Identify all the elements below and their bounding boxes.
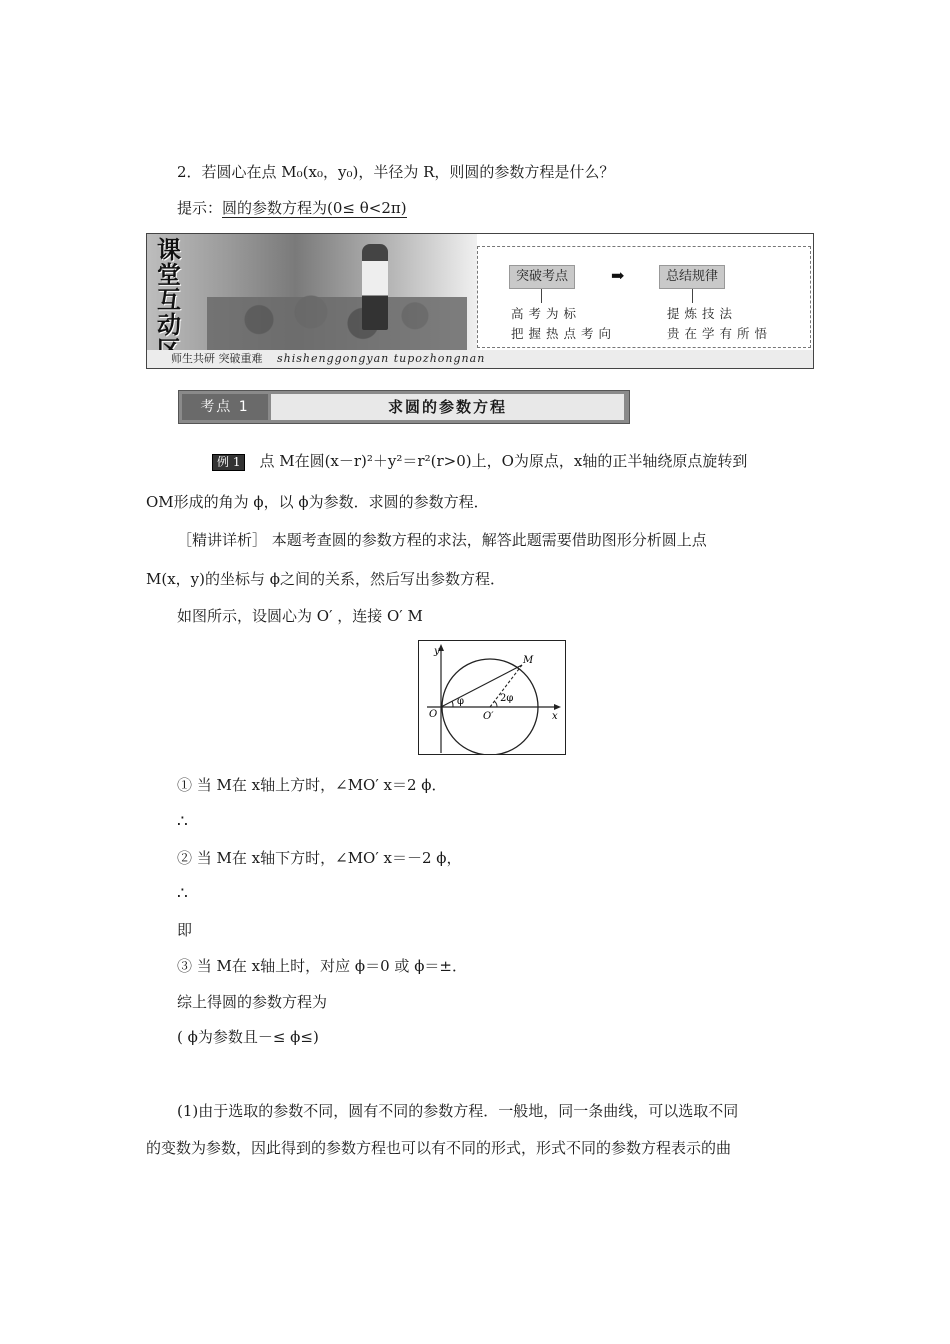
left-line-1: 高考为标 (511, 306, 582, 321)
hint-label: 提示： (177, 199, 223, 217)
hint (177, 198, 407, 218)
example-line-2: OM形成的角为 ϕ，以 ϕ为参数．求圆的参数方程． (146, 493, 489, 511)
analysis-line-1: ［精讲详析］ 本题考查圆的参数方程的求法，解答此题需要借助图形分析圆上点 (177, 531, 707, 549)
step-2: ② 当 M在 x轴下方时，∠MO′ x＝－2 ϕ， (177, 849, 462, 867)
right-line-2: 贵在学有所悟 (667, 326, 773, 341)
section-header (178, 390, 630, 424)
circle-figure (418, 640, 566, 755)
phi-label: φ (457, 696, 465, 707)
divider (692, 289, 693, 303)
divider (541, 289, 542, 303)
analysis-line-2: M(x，y)的坐标与 ϕ之间的关系，然后写出参数方程． (146, 570, 505, 588)
classroom-banner (146, 233, 814, 369)
example-line-1: 例 1 点 M在圆(x－r)²＋y²＝r²(r>0)上，O为原点，x轴的正半轴绕原点旋转到 (212, 451, 747, 471)
arrow-right-icon: ➡ (611, 266, 625, 285)
hint-answer: 圆的参数方程为(0≤ θ<2π) (222, 199, 407, 217)
circle-diagram (419, 641, 565, 754)
step-1: ① 当 M在 x轴上方时，∠MO′ x＝2 ϕ． (177, 776, 447, 794)
therefore-1: ∴ (177, 812, 188, 832)
subtitle-pinyin: shishenggongyan tupozhongnan (277, 352, 486, 365)
point-m-label: M (523, 655, 534, 666)
banner-subtitle (147, 350, 813, 368)
section-title: 求圆的参数方程 (271, 394, 624, 420)
note-line-2: 的变数为参数，因此得到的参数方程也可以有不同的形式，形式不同的参数方程表示的曲 (146, 1139, 732, 1157)
center-label: O′ (483, 711, 494, 722)
teacher-figure (362, 244, 388, 330)
note-line-1: (1)由于选取的参数不同，圆有不同的参数方程．一般地，同一条曲线，可以选取不同 (177, 1102, 739, 1120)
left-line-2: 把握热点考向 (511, 326, 617, 341)
step-ji: 即 (177, 921, 193, 939)
x-label: x (552, 711, 558, 722)
right-line-1: 提炼技法 (667, 306, 738, 321)
subtitle-cn: 师生共研 突破重难 (171, 352, 263, 365)
section-label: 考点 1 (182, 394, 268, 420)
y-label: y (434, 646, 440, 657)
summary-line: 综上得圆的参数方程为 (177, 993, 328, 1011)
crowd-image (207, 274, 467, 350)
question-2: 2．若圆心在点 M₀(x₀，y₀)，半径为 R，则圆的参数方程是什么？ (177, 163, 615, 181)
step-3: ③ 当 M在 x轴上时，对应 ϕ＝0 或 ϕ＝±． (177, 957, 467, 975)
example-label: 例 1 (212, 454, 245, 471)
tag-breakthrough: 突破考点 (509, 265, 575, 289)
therefore-2: ∴ (177, 884, 188, 904)
x-axis-arrow-icon (554, 704, 561, 710)
angle-phi-arc (452, 701, 453, 707)
origin-label: O (429, 709, 438, 720)
angle-2phi-arc (494, 701, 497, 707)
banner-title: 课 堂 互 动 (157, 236, 181, 339)
tag-summary: 总结规律 (659, 265, 725, 289)
parameter-range: ( ϕ为参数且－≤ ϕ≤) (177, 1028, 319, 1046)
two-phi-label: 2φ (500, 693, 514, 704)
analysis-line-3: 如图所示，设圆心为 O′ ，连接 O′ M (177, 607, 423, 625)
